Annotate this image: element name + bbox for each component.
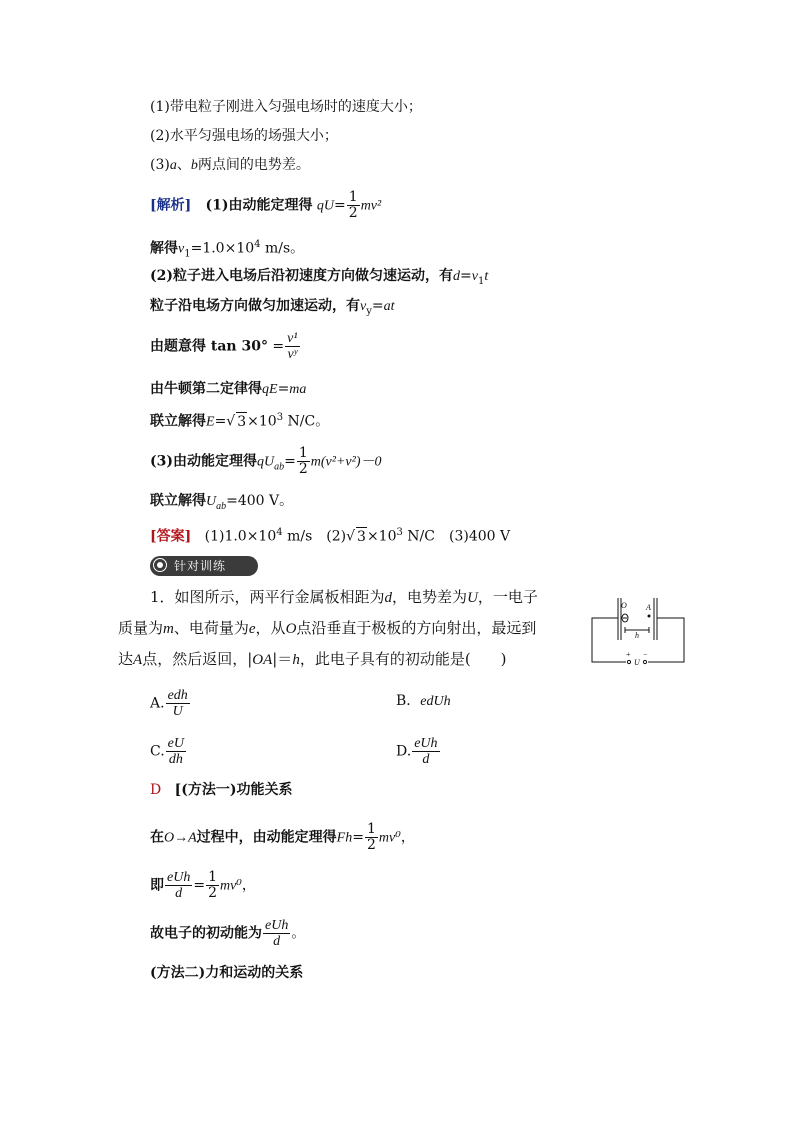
analysis-tag: [解析] [150,197,192,214]
label-minus: − [643,650,648,659]
analysis-line-4: 粒子沿电场方向做匀加速运动，有$v_y=at$ [150,298,395,317]
analysis-line-7: 联立解得E=√ $3\times 10^3$ N/C。 [150,412,330,430]
label-plus: + [626,650,631,659]
option-d: D. $\frac{\text{eUh}}{d}$ [396,736,438,767]
question-3: (3)a、b两点间的电势差。 [150,157,310,173]
analysis-line-9: 联立解得$U_{ab}=400$ V。 [150,493,294,512]
analysis-line-5: 由题意得 tan 30° = $\frac{\text{v¹}}{\text{vʸ}}$ [150,331,298,362]
problem-line-2: 质量为m、电荷量为e，从O点沿垂直于极板的方向射出，最远到 [118,619,537,637]
target-icon [153,558,167,572]
analysis-line-1: [解析] (1)由动能定理得 qU= $\frac{1}{2}$ mv² [150,189,382,221]
answer-line: [答案] $(1)1.0\times 10^4$ m/s (2)√ $3\times 10^3$ N/C (3)400 V [150,527,511,545]
question-1: (1)带电粒子刚进入匀强电场时的速度大小； [150,99,422,115]
solution-line-2: 在O→A过程中，由动能定理得Fh= $\frac{1}{2}$ mv⁰， [150,821,415,853]
question-2: (2)水平匀强电场的场强大小； [150,128,338,144]
label-o: O [621,601,627,610]
section-badge: 针对训练 [150,556,258,576]
right-wire [648,618,684,662]
point-a-dot [648,615,651,618]
solution-method-2: (方法二)力和运动的关系 [150,965,304,981]
analysis-line-2: 解得$v_1=1.0\times 10^4$ m/s。 [150,239,305,260]
option-b: B．edUh [396,693,451,709]
label-h: h [635,631,639,640]
solution-line-1: D [(方法一)功能关系 [150,782,293,798]
terminal-plus [627,660,630,663]
option-a: A. $\frac{\text{edh}}{U}$ [150,688,188,719]
solution-key: D [150,782,162,798]
problem-line-1: 1．如图所示，两平行金属板相距为d，电势差为U，一电子 [150,588,538,606]
label-u: U [634,658,640,667]
answer-tag: [答案] [150,528,192,545]
terminal-minus [643,660,646,663]
label-a: A [646,603,651,612]
solution-line-3: 即 $\frac{\text{eUh}}{d}$ = $\frac{1}{2}$ mv⁰， [150,869,256,901]
analysis-line-8: (3)由动能定理得$qU_{ab}=$ $\frac{1}{2}$ m(v²+v²)－0 [150,445,382,477]
solution-line-4: 故电子的初动能为 $\frac{\text{eUh}}{d}$ 。 [150,918,306,949]
analysis-line-3: (2)粒子进入电场后沿初速度方向做匀速运动，有$d=v_1t$ [150,268,489,287]
problem-line-3: 达A点，然后返回，|OA|＝h，此电子具有的初动能是( ) [118,650,507,668]
analysis-line-6: 由牛顿第二定律得qE=ma [150,381,307,397]
capacitor-figure [588,592,688,668]
option-c: C. $\frac{eU}{dh}$ [150,736,184,767]
